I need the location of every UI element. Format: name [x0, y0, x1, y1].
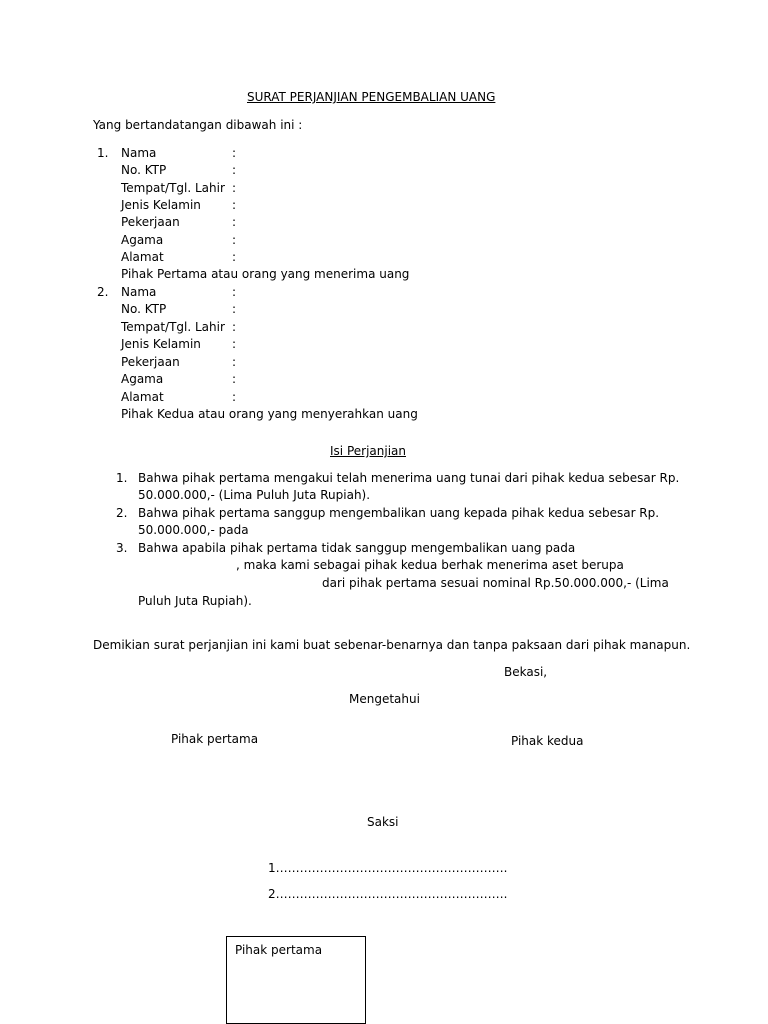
party-2-field-colon: :: [232, 372, 237, 386]
clause-2-line: Bahwa pihak pertama sanggup mengembalikan uang kepada pihak kedua sebesar Rp.: [138, 506, 660, 520]
party-1-field-colon: :: [232, 198, 237, 212]
party-1-field-colon: :: [232, 146, 237, 160]
clause-1-number: 1.: [116, 471, 128, 485]
party-1-field-colon: :: [232, 250, 237, 264]
party-2-field-label: Tempat/Tgl. Lahir: [121, 320, 225, 334]
party-1-field-label: Agama: [121, 233, 164, 247]
clause-2-number: 2.: [116, 506, 128, 520]
party-2-field-colon: :: [232, 390, 237, 404]
clause-3-line: dari pihak pertama sesuai nominal Rp.50.000.000,- (Lima: [322, 576, 669, 590]
clause-3-number: 3.: [116, 541, 128, 555]
party-2-role: Pihak Kedua atau orang yang menyerahkan uang: [121, 407, 418, 421]
place-date: Bekasi,: [504, 665, 548, 679]
party-1-field-colon: :: [232, 181, 237, 195]
party-1-field-label: Pekerjaan: [121, 215, 180, 229]
clause-3-line: Bahwa apabila pihak pertama tidak sanggup mengembalikan uang pada: [138, 541, 576, 555]
clause-1-line: Bahwa pihak pertama mengakui telah menerima uang tunai dari pihak kedua sebesar Rp.: [138, 471, 680, 485]
party-1-field-label: Tempat/Tgl. Lahir: [121, 181, 225, 195]
party-1-field-label: Nama: [121, 146, 157, 160]
party-2-field-colon: :: [232, 320, 237, 334]
clause-3-line: , maka kami sebagai pihak kedua berhak menerima aset berupa: [236, 558, 624, 572]
party-1-field-label: Jenis Kelamin: [121, 198, 201, 212]
party-1-number: 1.: [97, 146, 109, 160]
party-1-field-colon: :: [232, 163, 237, 177]
party-2-field-colon: :: [232, 285, 237, 299]
document-title: SURAT PERJANJIAN PENGEMBALIAN UANG: [247, 90, 496, 104]
party-2-number: 2.: [97, 285, 109, 299]
party-2-field-label: Pekerjaan: [121, 355, 180, 369]
stamp-box-label: Pihak pertama: [235, 943, 323, 957]
party-2-field-label: No. KTP: [121, 302, 167, 316]
party-1-role: Pihak Pertama atau orang yang menerima uang: [121, 267, 410, 281]
party-2-field-label: Agama: [121, 372, 164, 386]
acknowledged-label: Mengetahui: [349, 692, 420, 706]
clause-2-line: 50.000.000,- pada: [138, 523, 249, 537]
clause-3-line: Puluh Juta Rupiah).: [138, 594, 252, 608]
party-2-field-label: Nama: [121, 285, 157, 299]
section-heading: Isi Perjanjian: [330, 444, 406, 458]
closing-statement: Demikian surat perjanjian ini kami buat sebenar-benarnya dan tanpa paksaan dari pihak manapun.: [93, 638, 691, 652]
intro-text: Yang bertandatangan dibawah ini :: [93, 118, 303, 132]
party-2-field-label: Jenis Kelamin: [121, 337, 201, 351]
witness-line-1: 1………………………………………………….: [268, 861, 508, 875]
party-2-field-colon: :: [232, 337, 237, 351]
witness-line-2: 2………………………………………………….: [268, 887, 508, 901]
signatory-second: Pihak kedua: [511, 734, 584, 748]
party-1-field-label: No. KTP: [121, 163, 167, 177]
party-1-field-label: Alamat: [121, 250, 164, 264]
clause-1-line: 50.000.000,- (Lima Puluh Juta Rupiah).: [138, 488, 371, 502]
party-1-field-colon: :: [232, 233, 237, 247]
party-2-field-colon: :: [232, 355, 237, 369]
signatory-first: Pihak pertama: [171, 732, 259, 746]
witness-heading: Saksi: [367, 815, 399, 829]
party-2-field-colon: :: [232, 302, 237, 316]
party-2-field-label: Alamat: [121, 390, 164, 404]
party-1-field-colon: :: [232, 215, 237, 229]
